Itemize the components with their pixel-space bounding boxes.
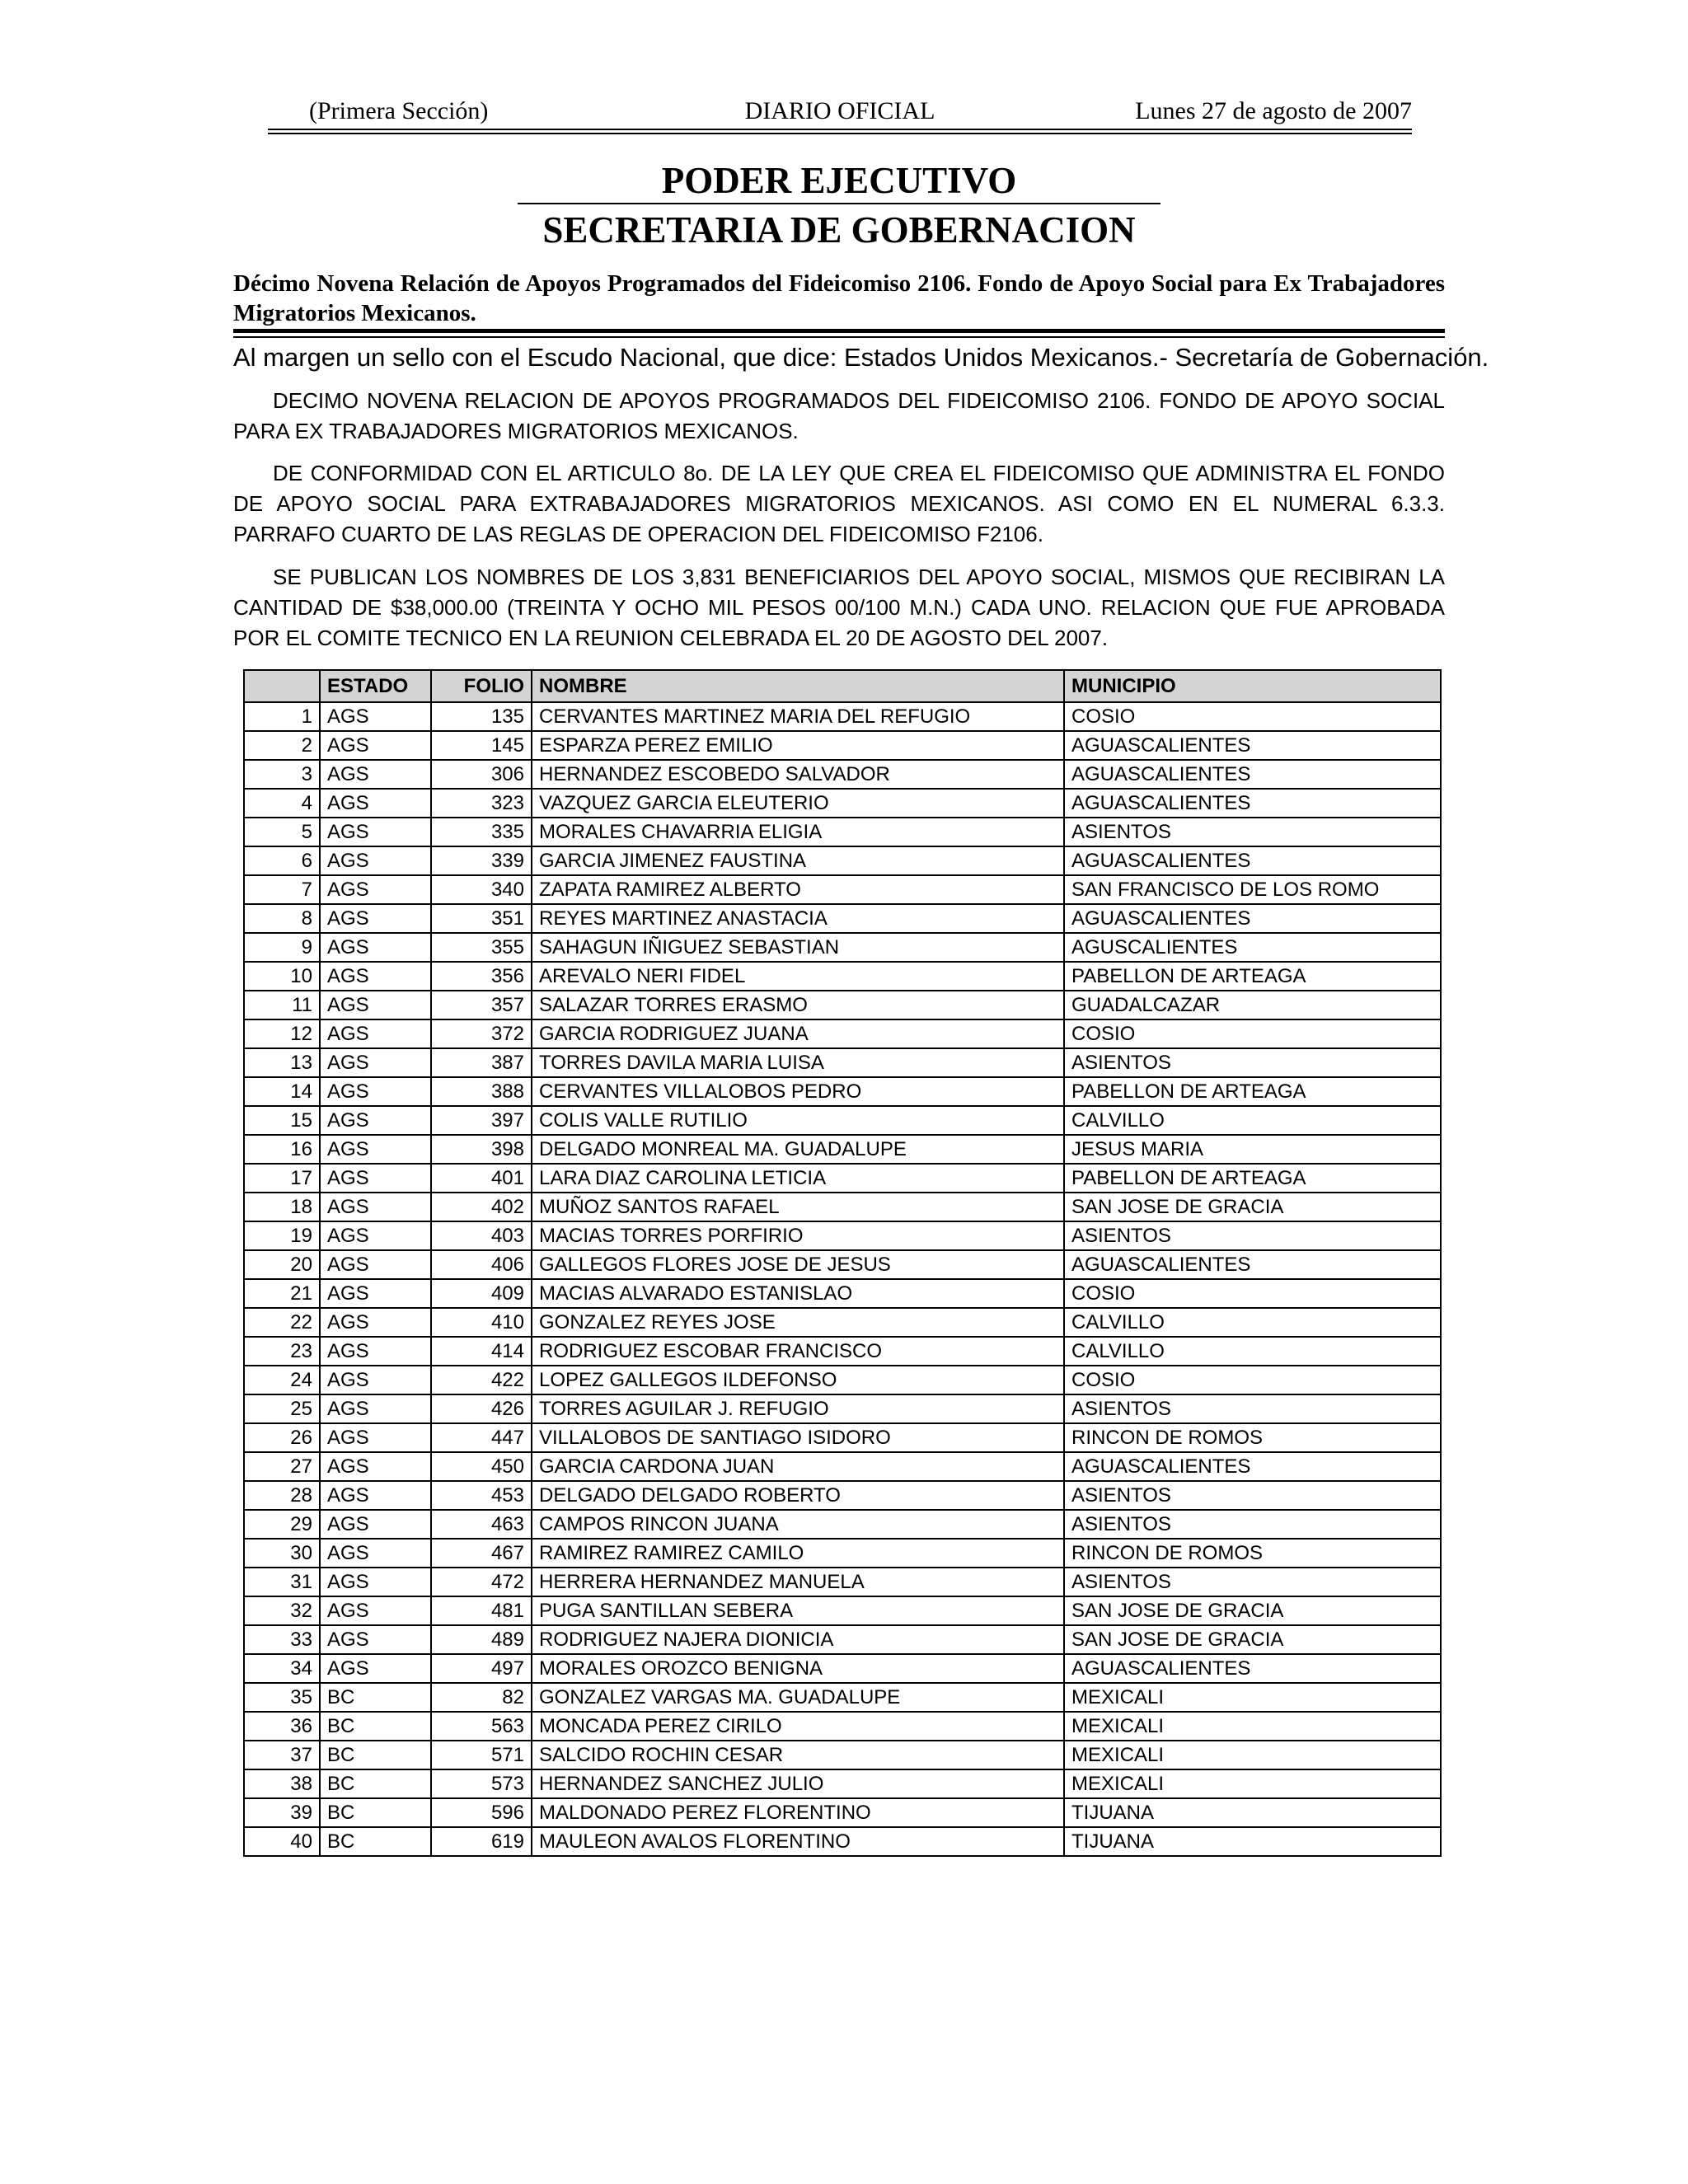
nombre-cell: MUÑOZ SANTOS RAFAEL xyxy=(532,1193,1064,1221)
folio-cell: 402 xyxy=(431,1193,532,1221)
estado-cell: AGS xyxy=(320,1077,431,1106)
table-row xyxy=(244,1164,1441,1193)
table-row xyxy=(244,1308,1441,1337)
municipio-cell: RINCON DE ROMOS xyxy=(1064,1539,1441,1568)
heading-rule xyxy=(233,336,1445,338)
estado-cell: AGS xyxy=(320,1221,431,1250)
folio-cell: 340 xyxy=(431,875,532,904)
folio-cell: 387 xyxy=(431,1048,532,1077)
nombre-cell: VAZQUEZ GARCIA ELEUTERIO xyxy=(532,789,1064,818)
nombre-cell: DELGADO MONREAL MA. GUADALUPE xyxy=(532,1135,1064,1164)
nombre-cell: LARA DIAZ CAROLINA LETICIA xyxy=(532,1164,1064,1193)
table-row xyxy=(244,1596,1441,1625)
folio-cell: 463 xyxy=(431,1510,532,1539)
folio-cell: 409 xyxy=(431,1279,532,1308)
table-row xyxy=(244,1827,1441,1856)
municipio-cell: ASIENTOS xyxy=(1064,1481,1441,1510)
row-index: 12 xyxy=(244,1019,320,1048)
municipio-cell: TIJUANA xyxy=(1064,1798,1441,1827)
row-index: 10 xyxy=(244,962,320,991)
row-index: 21 xyxy=(244,1279,320,1308)
nombre-cell: RAMIREZ RAMIREZ CAMILO xyxy=(532,1539,1064,1568)
estado-cell: AGS xyxy=(320,1596,431,1625)
folio-cell: 447 xyxy=(431,1423,532,1452)
estado-cell: AGS xyxy=(320,1106,431,1135)
nombre-cell: ESPARZA PEREZ EMILIO xyxy=(532,731,1064,760)
estado-cell: AGS xyxy=(320,1394,431,1423)
estado-cell: AGS xyxy=(320,760,431,789)
estado-cell: AGS xyxy=(320,991,431,1019)
row-index: 19 xyxy=(244,1221,320,1250)
municipio-cell: SAN JOSE DE GRACIA xyxy=(1064,1596,1441,1625)
table-row xyxy=(244,904,1441,933)
table-row xyxy=(244,1337,1441,1366)
title-divider xyxy=(518,203,1160,204)
table-row xyxy=(244,1193,1441,1221)
estado-cell: AGS xyxy=(320,1019,431,1048)
folio-cell: 453 xyxy=(431,1481,532,1510)
nombre-cell: MONCADA PEREZ CIRILO xyxy=(532,1712,1064,1741)
nombre-cell: SAHAGUN IÑIGUEZ SEBASTIAN xyxy=(532,933,1064,962)
table-row xyxy=(244,1481,1441,1510)
row-index: 39 xyxy=(244,1798,320,1827)
folio-cell: 323 xyxy=(431,789,532,818)
nombre-cell: RODRIGUEZ ESCOBAR FRANCISCO xyxy=(532,1337,1064,1366)
row-index: 13 xyxy=(244,1048,320,1077)
table-row xyxy=(244,1568,1441,1596)
estado-cell: BC xyxy=(320,1741,431,1769)
row-index: 35 xyxy=(244,1683,320,1712)
municipio-cell: COSIO xyxy=(1064,1366,1441,1394)
column-header-municipio: MUNICIPIO xyxy=(1064,670,1441,702)
row-index: 34 xyxy=(244,1654,320,1683)
municipio-cell: JESUS MARIA xyxy=(1064,1135,1441,1164)
estado-cell: AGS xyxy=(320,1250,431,1279)
estado-cell: BC xyxy=(320,1769,431,1798)
estado-cell: AGS xyxy=(320,875,431,904)
table-row xyxy=(244,1019,1441,1048)
municipio-cell: ASIENTOS xyxy=(1064,1394,1441,1423)
municipio-cell: ASIENTOS xyxy=(1064,1568,1441,1596)
document-heading: Décimo Novena Relación de Apoyos Programados del Fideicomiso 2106. Fondo de Apoyo Social para Ex Trabajadores Migratorios Mexicanos. xyxy=(233,270,1445,326)
folio-cell: 356 xyxy=(431,962,532,991)
table-row xyxy=(244,1769,1441,1798)
folio-cell: 388 xyxy=(431,1077,532,1106)
row-index: 33 xyxy=(244,1625,320,1654)
row-index: 28 xyxy=(244,1481,320,1510)
municipio-cell: RINCON DE ROMOS xyxy=(1064,1423,1441,1452)
folio-cell: 406 xyxy=(431,1250,532,1279)
municipio-cell: MEXICALI xyxy=(1064,1683,1441,1712)
estado-cell: AGS xyxy=(320,1568,431,1596)
municipio-cell: COSIO xyxy=(1064,702,1441,731)
municipio-cell: AGUSCALIENTES xyxy=(1064,933,1441,962)
estado-cell: AGS xyxy=(320,1279,431,1308)
folio-cell: 414 xyxy=(431,1337,532,1366)
row-index: 30 xyxy=(244,1539,320,1568)
folio-cell: 355 xyxy=(431,933,532,962)
row-index: 22 xyxy=(244,1308,320,1337)
row-index: 36 xyxy=(244,1712,320,1741)
folio-cell: 596 xyxy=(431,1798,532,1827)
folio-cell: 563 xyxy=(431,1712,532,1741)
municipio-cell: AGUASCALIENTES xyxy=(1064,904,1441,933)
table-row xyxy=(244,846,1441,875)
estado-cell: AGS xyxy=(320,731,431,760)
municipio-cell: AGUASCALIENTES xyxy=(1064,1250,1441,1279)
table-row xyxy=(244,1250,1441,1279)
row-index: 17 xyxy=(244,1164,320,1193)
nombre-cell: GARCIA RODRIGUEZ JUANA xyxy=(532,1019,1064,1048)
row-index: 38 xyxy=(244,1769,320,1798)
estado-cell: AGS xyxy=(320,702,431,731)
table-row xyxy=(244,1741,1441,1769)
row-index: 9 xyxy=(244,933,320,962)
table-row xyxy=(244,1510,1441,1539)
table-row xyxy=(244,818,1441,846)
municipio-cell: CALVILLO xyxy=(1064,1337,1441,1366)
page-header xyxy=(268,92,1412,130)
table-row xyxy=(244,760,1441,789)
table-row xyxy=(244,789,1441,818)
table-row xyxy=(244,1221,1441,1250)
folio-cell: 357 xyxy=(431,991,532,1019)
row-index: 1 xyxy=(244,702,320,731)
row-index: 15 xyxy=(244,1106,320,1135)
nombre-cell: MACIAS TORRES PORFIRIO xyxy=(532,1221,1064,1250)
municipio-cell: PABELLON DE ARTEAGA xyxy=(1064,962,1441,991)
nombre-cell: AREVALO NERI FIDEL xyxy=(532,962,1064,991)
nombre-cell: GALLEGOS FLORES JOSE DE JESUS xyxy=(532,1250,1064,1279)
row-index: 8 xyxy=(244,904,320,933)
nombre-cell: CAMPOS RINCON JUANA xyxy=(532,1510,1064,1539)
row-index: 23 xyxy=(244,1337,320,1366)
municipio-cell: MEXICALI xyxy=(1064,1769,1441,1798)
table-row xyxy=(244,1654,1441,1683)
folio-cell: 481 xyxy=(431,1596,532,1625)
municipio-cell: PABELLON DE ARTEAGA xyxy=(1064,1077,1441,1106)
estado-cell: AGS xyxy=(320,1539,431,1568)
municipio-cell: AGUASCALIENTES xyxy=(1064,1654,1441,1683)
municipio-cell: ASIENTOS xyxy=(1064,818,1441,846)
publication-date: Lunes 27 de agosto de 2007 xyxy=(1135,97,1412,124)
nombre-cell: REYES MARTINEZ ANASTACIA xyxy=(532,904,1064,933)
paragraph: DECIMO NOVENA RELACION DE APOYOS PROGRAMADOS DEL FIDEICOMISO 2106. FONDO DE APOYO SOCIAL PARA EX TRABAJADORES MIGRATORIOS MEXICANOS. xyxy=(233,388,1445,443)
folio-cell: 335 xyxy=(431,818,532,846)
table-row xyxy=(244,1077,1441,1106)
folio-cell: 398 xyxy=(431,1135,532,1164)
nombre-cell: COLIS VALLE RUTILIO xyxy=(532,1106,1064,1135)
estado-cell: AGS xyxy=(320,1366,431,1394)
table-row xyxy=(244,1279,1441,1308)
nombre-cell: MORALES CHAVARRIA ELIGIA xyxy=(532,818,1064,846)
row-index: 5 xyxy=(244,818,320,846)
nombre-cell: TORRES AGUILAR J. REFUGIO xyxy=(532,1394,1064,1423)
row-index: 25 xyxy=(244,1394,320,1423)
heading-rule xyxy=(233,329,1445,333)
municipio-cell: ASIENTOS xyxy=(1064,1221,1441,1250)
table-row xyxy=(244,731,1441,760)
row-index: 18 xyxy=(244,1193,320,1221)
row-index: 4 xyxy=(244,789,320,818)
municipio-cell: COSIO xyxy=(1064,1019,1441,1048)
row-index: 31 xyxy=(244,1568,320,1596)
municipio-cell: AGUASCALIENTES xyxy=(1064,760,1441,789)
folio-cell: 489 xyxy=(431,1625,532,1654)
nombre-cell: GONZALEZ VARGAS MA. GUADALUPE xyxy=(532,1683,1064,1712)
municipio-cell: AGUASCALIENTES xyxy=(1064,1452,1441,1481)
nombre-cell: SALCIDO ROCHIN CESAR xyxy=(532,1741,1064,1769)
municipio-cell: SAN FRANCISCO DE LOS ROMO xyxy=(1064,875,1441,904)
section-label: (Primera Sección) xyxy=(309,97,489,124)
municipio-cell: ASIENTOS xyxy=(1064,1048,1441,1077)
column-header-folio: FOLIO xyxy=(431,670,532,702)
municipio-cell: MEXICALI xyxy=(1064,1741,1441,1769)
row-index: 11 xyxy=(244,991,320,1019)
nombre-cell: MAULEON AVALOS FLORENTINO xyxy=(532,1827,1064,1856)
municipio-cell: TIJUANA xyxy=(1064,1827,1441,1856)
estado-cell: AGS xyxy=(320,933,431,962)
folio-cell: 497 xyxy=(431,1654,532,1683)
folio-cell: 339 xyxy=(431,846,532,875)
table-row xyxy=(244,1135,1441,1164)
nombre-cell: MORALES OROZCO BENIGNA xyxy=(532,1654,1064,1683)
estado-cell: AGS xyxy=(320,1481,431,1510)
table-row xyxy=(244,1712,1441,1741)
estado-cell: AGS xyxy=(320,1452,431,1481)
estado-cell: AGS xyxy=(320,1308,431,1337)
column-header-estado: ESTADO xyxy=(320,670,431,702)
municipio-cell: AGUASCALIENTES xyxy=(1064,731,1441,760)
table-row xyxy=(244,991,1441,1019)
folio-cell: 135 xyxy=(431,702,532,731)
folio-cell: 573 xyxy=(431,1769,532,1798)
paragraph: SE PUBLICAN LOS NOMBRES DE LOS 3,831 BENEFICIARIOS DEL APOYO SOCIAL, MISMOS QUE RECIBIRAN LA CANTIDAD DE $38,000.00 (TREINTA Y OCHO MIL PESOS 00/100 M.N.) CADA UNO. RELACION QUE FUE APROBADA POR EL COMITE TECNICO EN LA REUNION CELEBRADA EL 20 DE AGOSTO DEL 2007. xyxy=(233,565,1445,650)
column-header-index xyxy=(244,670,320,702)
estado-cell: AGS xyxy=(320,962,431,991)
estado-cell: BC xyxy=(320,1683,431,1712)
table-row xyxy=(244,933,1441,962)
beneficiaries-table xyxy=(243,669,1442,1857)
municipio-cell: GUADALCAZAR xyxy=(1064,991,1441,1019)
row-index: 26 xyxy=(244,1423,320,1452)
row-index: 27 xyxy=(244,1452,320,1481)
table-row xyxy=(244,1683,1441,1712)
estado-cell: BC xyxy=(320,1798,431,1827)
estado-cell: AGS xyxy=(320,904,431,933)
folio-cell: 403 xyxy=(431,1221,532,1250)
nombre-cell: HERRERA HERNANDEZ MANUELA xyxy=(532,1568,1064,1596)
folio-cell: 472 xyxy=(431,1568,532,1596)
nombre-cell: SALAZAR TORRES ERASMO xyxy=(532,991,1064,1019)
municipio-cell: SAN JOSE DE GRACIA xyxy=(1064,1193,1441,1221)
estado-cell: BC xyxy=(320,1712,431,1741)
nombre-cell: GONZALEZ REYES JOSE xyxy=(532,1308,1064,1337)
table-row xyxy=(244,1366,1441,1394)
estado-cell: AGS xyxy=(320,1337,431,1366)
municipio-cell: AGUASCALIENTES xyxy=(1064,789,1441,818)
nombre-cell: LOPEZ GALLEGOS ILDEFONSO xyxy=(532,1366,1064,1394)
row-index: 24 xyxy=(244,1366,320,1394)
estado-cell: AGS xyxy=(320,1048,431,1077)
nombre-cell: GARCIA JIMENEZ FAUSTINA xyxy=(532,846,1064,875)
nombre-cell: RODRIGUEZ NAJERA DIONICIA xyxy=(532,1625,1064,1654)
municipio-cell: MEXICALI xyxy=(1064,1712,1441,1741)
nombre-cell: TORRES DAVILA MARIA LUISA xyxy=(532,1048,1064,1077)
folio-cell: 351 xyxy=(431,904,532,933)
row-index: 37 xyxy=(244,1741,320,1769)
estado-cell: AGS xyxy=(320,846,431,875)
row-index: 16 xyxy=(244,1135,320,1164)
nombre-cell: CERVANTES MARTINEZ MARIA DEL REFUGIO xyxy=(532,702,1064,731)
nombre-cell: ZAPATA RAMIREZ ALBERTO xyxy=(532,875,1064,904)
margin-note: Al margen un sello con el Escudo Nacional, que dice: Estados Unidos Mexicanos.- Secretaría de Gobernación. xyxy=(233,343,1489,372)
ministry-title: SECRETARIA DE GOBERNACION xyxy=(542,209,1136,251)
folio-cell: 467 xyxy=(431,1539,532,1568)
table-row xyxy=(244,1798,1441,1827)
table-header-row xyxy=(244,670,1441,702)
row-index: 32 xyxy=(244,1596,320,1625)
folio-cell: 372 xyxy=(431,1019,532,1048)
row-index: 3 xyxy=(244,760,320,789)
table-row xyxy=(244,1625,1441,1654)
publication-name: DIARIO OFICIAL xyxy=(744,97,935,124)
row-index: 6 xyxy=(244,846,320,875)
municipio-cell: SAN JOSE DE GRACIA xyxy=(1064,1625,1441,1654)
nombre-cell: GARCIA CARDONA JUAN xyxy=(532,1452,1064,1481)
header-rule xyxy=(268,133,1412,134)
nombre-cell: DELGADO DELGADO ROBERTO xyxy=(532,1481,1064,1510)
folio-cell: 82 xyxy=(431,1683,532,1712)
paragraph: DE CONFORMIDAD CON EL ARTICULO 8o. DE LA LEY QUE CREA EL FIDEICOMISO QUE ADMINISTRA EL FONDO DE APOYO SOCIAL PARA EXTRABAJADORES MIGRATORIOS MEXICANOS. ASI COMO EN EL NUMERAL 6.3.3. PARRAFO CUARTO DE LAS REGLAS DE OPERACION DEL FIDEICOMISO F2106. xyxy=(233,461,1445,546)
nombre-cell: CERVANTES VILLALOBOS PEDRO xyxy=(532,1077,1064,1106)
folio-cell: 401 xyxy=(431,1164,532,1193)
municipio-cell: COSIO xyxy=(1064,1279,1441,1308)
folio-cell: 145 xyxy=(431,731,532,760)
estado-cell: AGS xyxy=(320,789,431,818)
row-index: 14 xyxy=(244,1077,320,1106)
header-rule xyxy=(268,129,1412,130)
table-row xyxy=(244,702,1441,731)
column-header-nombre: NOMBRE xyxy=(532,670,1064,702)
municipio-cell: AGUASCALIENTES xyxy=(1064,846,1441,875)
estado-cell: AGS xyxy=(320,1654,431,1683)
row-index: 29 xyxy=(244,1510,320,1539)
table-row xyxy=(244,1106,1441,1135)
row-index: 7 xyxy=(244,875,320,904)
folio-cell: 426 xyxy=(431,1394,532,1423)
estado-cell: AGS xyxy=(320,1625,431,1654)
nombre-cell: MACIAS ALVARADO ESTANISLAO xyxy=(532,1279,1064,1308)
municipio-cell: CALVILLO xyxy=(1064,1106,1441,1135)
estado-cell: AGS xyxy=(320,818,431,846)
estado-cell: BC xyxy=(320,1827,431,1856)
estado-cell: AGS xyxy=(320,1510,431,1539)
table-row xyxy=(244,1423,1441,1452)
folio-cell: 306 xyxy=(431,760,532,789)
row-index: 40 xyxy=(244,1827,320,1856)
nombre-cell: VILLALOBOS DE SANTIAGO ISIDORO xyxy=(532,1423,1064,1452)
nombre-cell: MALDONADO PEREZ FLORENTINO xyxy=(532,1798,1064,1827)
nombre-cell: HERNANDEZ SANCHEZ JULIO xyxy=(532,1769,1064,1798)
municipio-cell: ASIENTOS xyxy=(1064,1510,1441,1539)
branch-title: PODER EJECUTIVO xyxy=(661,160,1017,201)
table-row xyxy=(244,1452,1441,1481)
table-row xyxy=(244,1394,1441,1423)
municipio-cell: PABELLON DE ARTEAGA xyxy=(1064,1164,1441,1193)
nombre-cell: HERNANDEZ ESCOBEDO SALVADOR xyxy=(532,760,1064,789)
folio-cell: 450 xyxy=(431,1452,532,1481)
row-index: 2 xyxy=(244,731,320,760)
folio-cell: 571 xyxy=(431,1741,532,1769)
municipio-cell: CALVILLO xyxy=(1064,1308,1441,1337)
table-row xyxy=(244,1048,1441,1077)
estado-cell: AGS xyxy=(320,1164,431,1193)
estado-cell: AGS xyxy=(320,1193,431,1221)
folio-cell: 619 xyxy=(431,1827,532,1856)
folio-cell: 397 xyxy=(431,1106,532,1135)
estado-cell: AGS xyxy=(320,1135,431,1164)
folio-cell: 410 xyxy=(431,1308,532,1337)
row-index: 20 xyxy=(244,1250,320,1279)
table-row xyxy=(244,1539,1441,1568)
table-row xyxy=(244,875,1441,904)
nombre-cell: PUGA SANTILLAN SEBERA xyxy=(532,1596,1064,1625)
folio-cell: 422 xyxy=(431,1366,532,1394)
estado-cell: AGS xyxy=(320,1423,431,1452)
table-row xyxy=(244,962,1441,991)
